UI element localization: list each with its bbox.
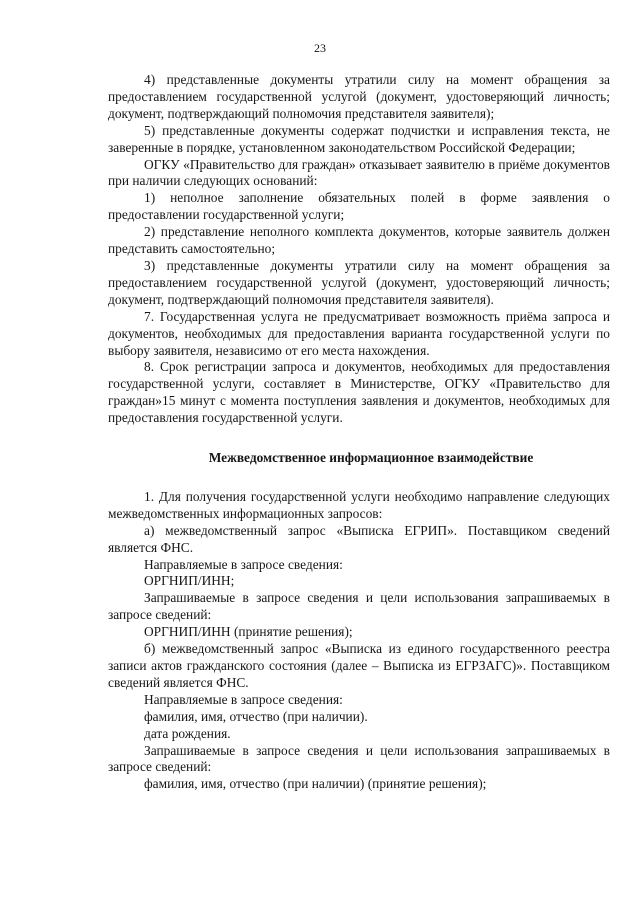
- paragraph-refusal-intro: ОГКУ «Правительство для граждан» отказывает заявителю в приёме документов при наличии следующих оснований:: [108, 156, 610, 189]
- paragraph-ground-5: 5) представленные документы содержат подчистки и исправления текста, не заверенные в порядке, установленном законодательством Российской Федерации;: [108, 122, 610, 155]
- paragraph-interagency-1: 1. Для получения государственной услуги необходимо направление следующих межведомственных информационных запросов:: [108, 488, 610, 521]
- paragraph-full-name-decision: фамилия, имя, отчество (при наличии) (принятие решения);: [144, 776, 487, 792]
- paragraph-item-8: 8. Срок регистрации запроса и документов, необходимых для предоставления государственной услуги, составляет в Министерстве, ОГКУ «Правительство для граждан»15 минут с момента поступления заявления и документов, необходимых для предоставления государственной услуги.: [108, 359, 610, 426]
- paragraph-request-b: б) межведомственный запрос «Выписка из единого государственного реестра записи актов гражданского состояния (далее – Выписка из ЕГРЗАГС)». Поставщиком сведений является ФНС.: [108, 641, 610, 690]
- paragraph-sent-info-label-b: Направляемые в запросе сведения:: [144, 691, 343, 707]
- paragraph-refusal-1: 1) неполное заполнение обязательных полей в форме заявления о предоставлении государственной услуги;: [108, 190, 610, 223]
- paragraph-ogrnip-decision: ОРГНИП/ИНН (принятие решения);: [144, 624, 353, 640]
- paragraph-requested-info-b: Запрашиваемые в запросе сведения и цели использования запрашиваемых в запросе сведений:: [108, 742, 610, 775]
- paragraph-ground-4: 4) представленные документы утратили силу на момент обращения за предоставлением государственной услугой (документ, удостоверяющий личность; документ, подтверждающий полномочия представителя заявителя);: [108, 72, 610, 121]
- paragraph-full-name: фамилия, имя, отчество (при наличии).: [144, 708, 368, 724]
- paragraph-ogrnip: ОРГНИП/ИНН;: [144, 573, 235, 589]
- document-body: [108, 72, 610, 793]
- paragraph-refusal-2: 2) представление неполного комплекта документов, которые заявитель должен представить самостоятельно;: [108, 224, 610, 257]
- paragraph-sent-info-label: Направляемые в запросе сведения:: [144, 556, 343, 572]
- page-number: 23: [314, 41, 326, 55]
- paragraph-refusal-3: 3) представленные документы утратили силу на момент обращения за предоставлением государственной услугой (документ, удостоверяющий личность; документ, подтверждающий полномочия представителя заявителя).: [108, 257, 610, 307]
- paragraph-birth-date: дата рождения.: [144, 725, 231, 741]
- paragraph-requested-info-a: Запрашиваемые в запросе сведения и цели использования запрашиваемых в запросе сведений:: [108, 590, 610, 623]
- paragraph-item-7: 7. Государственная услуга не предусматривает возможность приёма запроса и документов, необходимых для предоставления варианта государственной услуги по выбору заявителя, независимо от его места нахождения.: [108, 308, 610, 358]
- section-heading: Межведомственное информационное взаимодействие: [208, 450, 534, 466]
- paragraph-request-a: а) межведомственный запрос «Выписка ЕГРИП». Поставщиком сведений является ФНС.: [108, 522, 610, 555]
